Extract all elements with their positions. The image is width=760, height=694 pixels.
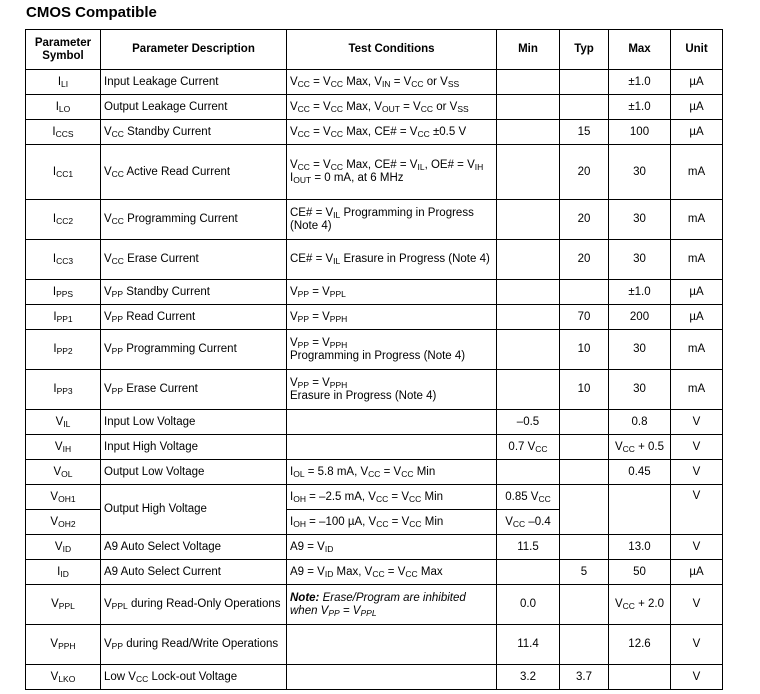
conditions-cell: $V_{PP} = V_{PPL}$ (287, 280, 497, 305)
max-cell: 0.45 (609, 460, 671, 485)
typ-cell: 10 (560, 370, 609, 410)
symbol-cell: $V_{ID}$ (26, 535, 101, 560)
table-row (26, 370, 723, 410)
conditions-cell (287, 665, 497, 690)
description-cell: Input Leakage Current (101, 70, 287, 95)
table-row (26, 585, 723, 625)
max-cell: ±1.0 (609, 280, 671, 305)
typ-cell (560, 70, 609, 95)
table-row (26, 330, 723, 370)
conditions-cell: $I_{OH} = -100$ µA, $V_{CC} = V_{CC}$ Min (287, 510, 497, 535)
description-cell: $V_{PPL}$ during Read-Only Operations (101, 585, 287, 625)
typ-cell: 70 (560, 305, 609, 330)
table-row (26, 95, 723, 120)
description-cell: $V_{CC}$ Active Read Current (101, 145, 287, 200)
symbol-cell: $I_{PP1}$ (26, 305, 101, 330)
conditions-cell (287, 410, 497, 435)
unit-cell: mA (671, 370, 723, 410)
unit-cell: µA (671, 70, 723, 95)
description-cell: $V_{PP}$ Standby Current (101, 280, 287, 305)
max-cell: 13.0 (609, 535, 671, 560)
table-row (26, 410, 723, 435)
table-row (26, 460, 723, 485)
table-row (26, 625, 723, 665)
max-cell: 12.6 (609, 625, 671, 665)
min-cell (497, 70, 560, 95)
typ-cell (560, 625, 609, 665)
header-symbol: Parameter Symbol (26, 30, 101, 70)
typ-cell: 15 (560, 120, 609, 145)
unit-cell: µA (671, 560, 723, 585)
description-cell: $V_{CC}$ Standby Current (101, 120, 287, 145)
symbol-cell: $V_{IL}$ (26, 410, 101, 435)
table-row (26, 200, 723, 240)
description-cell: Input Low Voltage (101, 410, 287, 435)
max-cell: 0.8 (609, 410, 671, 435)
unit-cell: µA (671, 95, 723, 120)
min-cell: 11.5 (497, 535, 560, 560)
table-row (26, 535, 723, 560)
min-cell (497, 330, 560, 370)
symbol-cell: $V_{IH}$ (26, 435, 101, 460)
typ-cell: 3.7 (560, 665, 609, 690)
table-row (26, 145, 723, 200)
typ-cell (560, 410, 609, 435)
min-cell (497, 95, 560, 120)
symbol-cell: $V_{OH1}$ (26, 485, 101, 510)
symbol-cell: $V_{OH2}$ (26, 510, 101, 535)
symbol-cell: $V_{LKO}$ (26, 665, 101, 690)
unit-cell: V (671, 535, 723, 560)
max-cell: 30 (609, 240, 671, 280)
table-row (26, 435, 723, 460)
table-row (26, 240, 723, 280)
typ-cell (560, 280, 609, 305)
min-cell (497, 240, 560, 280)
typ-cell (560, 535, 609, 560)
typ-cell: 20 (560, 200, 609, 240)
table-row (26, 120, 723, 145)
header-conditions: Test Conditions (287, 30, 497, 70)
description-cell: $V_{PP}$ Programming Current (101, 330, 287, 370)
typ-cell: 5 (560, 560, 609, 585)
header-unit: Unit (671, 30, 723, 70)
min-cell (497, 120, 560, 145)
description-cell: $V_{PP}$ Read Current (101, 305, 287, 330)
min-cell (497, 280, 560, 305)
conditions-cell: $I_{OL} = 5.8$ mA, $V_{CC} = V_{CC}$ Min (287, 460, 497, 485)
unit-cell: µA (671, 305, 723, 330)
symbol-cell: $I_{CC3}$ (26, 240, 101, 280)
conditions-cell: $V_{CC} = V_{CC}$ Max, $V_{IN} = V_{CC}$ or $V_{SS}$ (287, 70, 497, 95)
header-row (26, 30, 723, 70)
min-cell (497, 560, 560, 585)
conditions-cell: Note: Erase/Program are inhibited when $V_{PP} = V_{PPL}$ (287, 585, 497, 625)
description-cell: $V_{CC}$ Erase Current (101, 240, 287, 280)
conditions-cell: $I_{OH} = -2.5$ mA, $V_{CC} = V_{CC}$ Min (287, 485, 497, 510)
min-cell: $V_{CC}$ –0.4 (497, 510, 560, 535)
conditions-cell (287, 625, 497, 665)
symbol-cell: $I_{CCS}$ (26, 120, 101, 145)
max-cell: 30 (609, 145, 671, 200)
max-cell: $V_{CC} + 0.5$ (609, 435, 671, 460)
table-row (26, 485, 723, 510)
min-cell (497, 460, 560, 485)
conditions-cell: $A9 = V_{ID}$ Max, $V_{CC} = V_{CC}$ Max (287, 560, 497, 585)
unit-cell: V (671, 460, 723, 485)
max-cell: ±1.0 (609, 95, 671, 120)
header-max: Max (609, 30, 671, 70)
table-row (26, 280, 723, 305)
min-cell: 0.7 $V_{CC}$ (497, 435, 560, 460)
description-cell: Input High Voltage (101, 435, 287, 460)
description-cell: $V_{CC}$ Programming Current (101, 200, 287, 240)
description-cell: $V_{PP}$ Erase Current (101, 370, 287, 410)
max-cell (609, 485, 671, 535)
conditions-cell: $A9 = V_{ID}$ (287, 535, 497, 560)
symbol-cell: $I_{PP3}$ (26, 370, 101, 410)
max-cell (609, 665, 671, 690)
min-cell (497, 305, 560, 330)
min-cell (497, 145, 560, 200)
unit-cell: µA (671, 280, 723, 305)
symbol-cell: $I_{PPS}$ (26, 280, 101, 305)
header-min: Min (497, 30, 560, 70)
min-cell: –0.5 (497, 410, 560, 435)
table-row (26, 305, 723, 330)
unit-cell: mA (671, 330, 723, 370)
min-cell (497, 200, 560, 240)
max-cell: ±1.0 (609, 70, 671, 95)
description-cell: A9 Auto Select Voltage (101, 535, 287, 560)
header-typ: Typ (560, 30, 609, 70)
max-cell: $V_{CC} + 2.0$ (609, 585, 671, 625)
unit-cell: V (671, 585, 723, 625)
conditions-cell: $V_{CC} = V_{CC}$ Max, $V_{OUT} = V_{CC}$ or $V_{SS}$ (287, 95, 497, 120)
typ-cell: 20 (560, 240, 609, 280)
unit-cell: µA (671, 120, 723, 145)
symbol-cell: $I_{LO}$ (26, 95, 101, 120)
symbol-cell: $V_{PPH}$ (26, 625, 101, 665)
description-cell: Output Leakage Current (101, 95, 287, 120)
unit-cell: V (671, 625, 723, 665)
max-cell: 100 (609, 120, 671, 145)
conditions-cell: $V_{PP} = V_{PPH}$ (287, 305, 497, 330)
typ-cell (560, 485, 609, 535)
max-cell: 30 (609, 330, 671, 370)
max-cell: 200 (609, 305, 671, 330)
description-cell: $V_{PP}$ during Read/Write Operations (101, 625, 287, 665)
max-cell: 30 (609, 370, 671, 410)
symbol-cell: $I_{LI}$ (26, 70, 101, 95)
conditions-cell (287, 435, 497, 460)
typ-cell (560, 435, 609, 460)
conditions-cell: CE# = $V_{IL}$ Programming in Progress (Note 4) (287, 200, 497, 240)
conditions-cell: $V_{CC} = V_{CC}$ Max, CE# = $V_{CC} \pm 0.5$ V (287, 120, 497, 145)
conditions-cell: $V_{PP} = V_{PPH}$ Erasure in Progress (Note 4) (287, 370, 497, 410)
table-row (26, 665, 723, 690)
min-cell: 3.2 (497, 665, 560, 690)
symbol-cell: $I_{CC2}$ (26, 200, 101, 240)
unit-cell: mA (671, 200, 723, 240)
symbol-cell: $I_{PP2}$ (26, 330, 101, 370)
unit-cell: V (671, 485, 723, 535)
symbol-cell: $V_{PPL}$ (26, 585, 101, 625)
table-row (26, 560, 723, 585)
header-description: Parameter Description (101, 30, 287, 70)
conditions-cell: $V_{CC} = V_{CC}$ Max, CE# = $V_{IL}$, OE# = $V_{IH}$ $I_{OUT} = 0$ mA, at 6 MHz (287, 145, 497, 200)
unit-cell: V (671, 665, 723, 690)
typ-cell (560, 585, 609, 625)
max-cell: 30 (609, 200, 671, 240)
table-row (26, 70, 723, 95)
min-cell: 0.0 (497, 585, 560, 625)
table-title: CMOS Compatible (26, 4, 157, 21)
description-cell: Output Low Voltage (101, 460, 287, 485)
typ-cell: 10 (560, 330, 609, 370)
max-cell: 50 (609, 560, 671, 585)
dc-characteristics-table (25, 29, 723, 690)
symbol-cell: $I_{CC1}$ (26, 145, 101, 200)
unit-cell: mA (671, 145, 723, 200)
symbol-cell: $V_{OL}$ (26, 460, 101, 485)
conditions-cell: $V_{PP} = V_{PPH}$ Programming in Progress (Note 4) (287, 330, 497, 370)
typ-cell: 20 (560, 145, 609, 200)
unit-cell: mA (671, 240, 723, 280)
unit-cell: V (671, 435, 723, 460)
description-cell: Low $V_{CC}$ Lock-out Voltage (101, 665, 287, 690)
description-cell: A9 Auto Select Current (101, 560, 287, 585)
typ-cell (560, 95, 609, 120)
symbol-cell: $I_{ID}$ (26, 560, 101, 585)
description-cell: Output High Voltage (101, 485, 287, 535)
min-cell (497, 370, 560, 410)
typ-cell (560, 460, 609, 485)
min-cell: 0.85 $V_{CC}$ (497, 485, 560, 510)
unit-cell: V (671, 410, 723, 435)
min-cell: 11.4 (497, 625, 560, 665)
conditions-cell: CE# = $V_{IL}$ Erasure in Progress (Note 4) (287, 240, 497, 280)
